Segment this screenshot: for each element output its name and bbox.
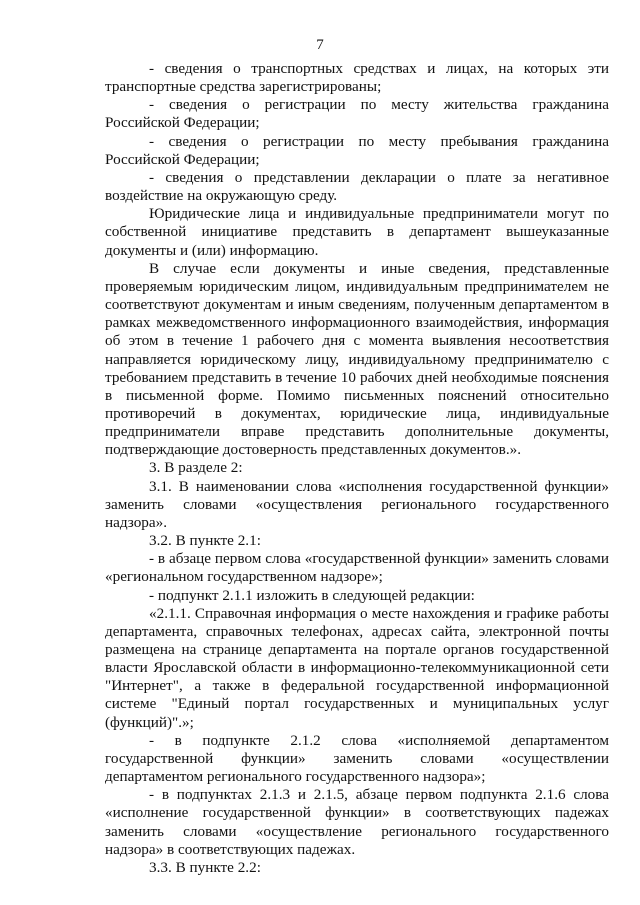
paragraph: - сведения о транспортных средствах и лицах, на которых эти транспортные средства зарегистрированы; (105, 60, 609, 96)
paragraph: - в подпункте 2.1.2 слова «исполняемой департаментом государственной функции» заменить словами «осуществлении департаментом регионального государственного надзора»; (105, 731, 609, 786)
paragraph: «2.1.1. Справочная информация о месте нахождения и графике работы департамента, справочных телефонах, адресах сайта, электронной почты размещена на странице департамента на портале органов государственной власти Ярославской области в информационно-телекоммуникационной сети "Интернет", а также в федеральной государственной информационной системе "Единый портал государственных и муниципальных услуг (функций)".»; (105, 604, 609, 731)
paragraph: В случае если документы и иные сведения, представленные проверяемым юридическим лицом, индивидуальным предпринимателем не соответствуют документам и иным сведениям, полученным департаментом в рамках межведомственного информационного взаимодействия, информация об этом в течение 1 рабочего дня с момента выявления несоответствия направляется юридическому лицу, индивидуальному предпринимателю с требованием представить в течение 10 рабочих дней необходимые пояснения в письменной форме. Помимо письменных пояснений относительно противоречий в документах, юридические лица, индивидуальные предприниматели вправе представить дополнительные документы, подтверждающие достоверность представленных документов.». (105, 259, 609, 459)
paragraph: - подпункт 2.1.1 изложить в следующей редакции: (149, 586, 475, 604)
paragraph: - в абзаце первом слова «государственной функции» заменить словами «региональном государственном надзоре»; (105, 550, 609, 586)
paragraph: - сведения о представлении декларации о плате за негативное воздействие на окружающую среду. (105, 168, 609, 205)
paragraph: - сведения о регистрации по месту жительства гражданина Российской Федерации; (105, 96, 609, 132)
page-number: 7 (316, 37, 324, 53)
paragraph: Юридические лица и индивидуальные предприниматели могут по собственной инициативе представить в департамент вышеуказанные документы и (или) информацию. (105, 205, 609, 259)
paragraph: - в подпунктах 2.1.3 и 2.1.5, абзаце первом подпункта 2.1.6 слова «исполнение государственной функции» в соответствующих падежах заменить словами «осуществление регионального государственного надзора» в соответствующих падежах. (105, 786, 609, 858)
paragraph: 3.1. В наименовании слова «исполнения государственной функции» заменить словами «осуществления регионального государственного надзора». (105, 477, 609, 531)
paragraph: 3.3. В пункте 2.2: (149, 858, 261, 876)
paragraph: 3. В разделе 2: (149, 459, 243, 477)
paragraph: - сведения о регистрации по месту пребывания гражданина Российской Федерации; (105, 132, 609, 168)
paragraph: 3.2. В пункте 2.1: (149, 532, 261, 550)
document-body (105, 60, 609, 877)
